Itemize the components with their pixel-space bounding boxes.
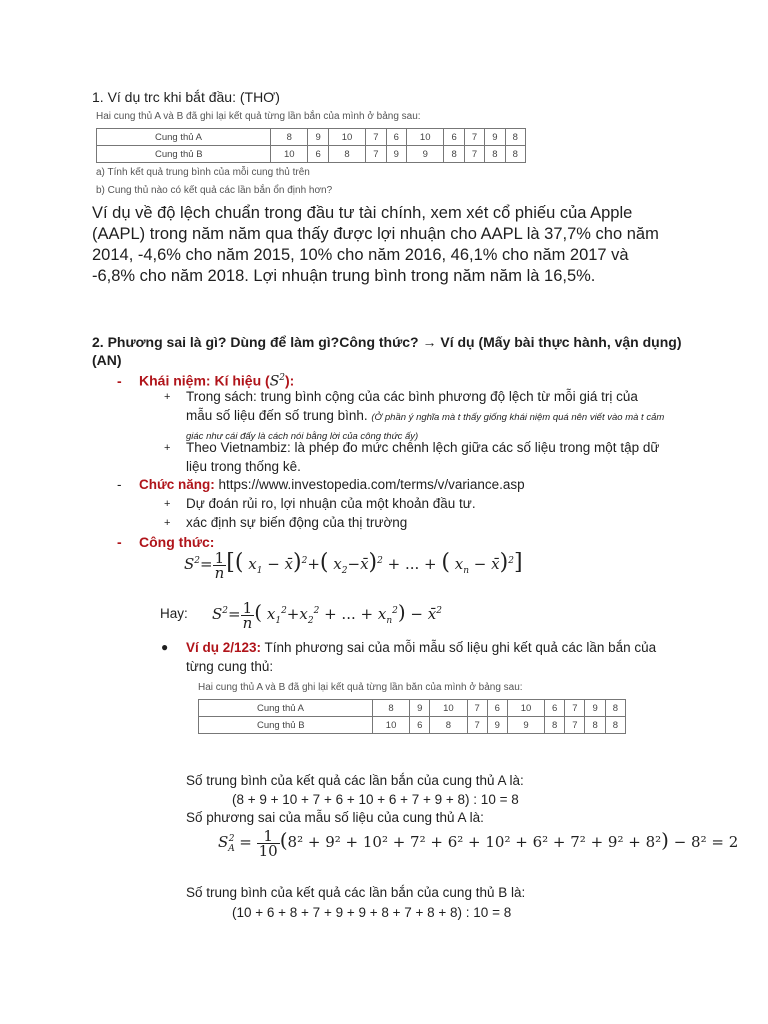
formula-symbol: x̄ xyxy=(491,555,500,573)
mean-b-text: Số trung bình của kết quả các lần bắn của cung thủ B là: xyxy=(186,885,526,900)
question-b: b) Cung thủ nào có kết quả các lần bắn ổn định hơn? xyxy=(96,185,333,196)
concept-symbol: S xyxy=(269,373,280,390)
concept-exponent: 2 xyxy=(279,373,286,383)
table-row xyxy=(97,129,526,146)
fraction xyxy=(213,548,227,582)
variance-a-formula: $S_A^2$ = $\frac{1}{10}$ (8² + 9² + 10² + 7² + 6² + 10² + 6² + 7² + 9² + 8²) − 8² = 2 xyxy=(218,826,739,860)
concept-vietnambiz: Theo Vietnambiz: là phép đo mức chênh lệch giữa các số liệu trong một tập dữ liệu trong thống kê. xyxy=(186,440,660,474)
table-cell: 6 xyxy=(487,700,507,717)
concept-book-note: (Ở phần ý nghĩa mà t thấy giống khái niệm quá nên viết vào mà t cảm giác như cái đấy là cách nói bằng lời của công thức ấy) xyxy=(186,412,665,442)
mean-b-calc: (10 + 6 + 8 + 7 + 9 + 9 + 8 + 7 + 8 + 8) : 10 = 8 xyxy=(232,905,512,920)
table-cell: 9 xyxy=(410,700,430,717)
formula-symbol: x̄ xyxy=(284,555,293,573)
formula-exponent: 2 xyxy=(377,556,383,566)
formula-exponent: 2 xyxy=(228,834,235,844)
fraction-denominator: 10 xyxy=(258,841,278,860)
function-item-2: xác định sự biến động của thị trường xyxy=(186,515,408,530)
formula-exponent: 2 xyxy=(194,556,201,566)
table-cell: 9 xyxy=(485,129,505,146)
hay-label: Hay: xyxy=(160,606,188,621)
concept-close: ): xyxy=(285,372,295,389)
table-row xyxy=(199,700,626,717)
example-label: Ví dụ 2/123: xyxy=(186,640,262,655)
table-cell: Cung thủ B xyxy=(199,717,373,734)
formula-subscript: 2 xyxy=(341,566,348,576)
formula-exponent: 2 xyxy=(222,606,229,616)
table-cell: 6 xyxy=(444,129,464,146)
table-cell: 6 xyxy=(410,717,430,734)
plus-bullet-icon: + xyxy=(164,498,171,510)
table-cell: 8 xyxy=(585,717,605,734)
aapl-paragraph: Ví dụ về độ lệch chuẩn trong đầu tư tài chính, xem xét cổ phiếu của Apple (AAPL) trong năm năm qua thấy được lợi nhuận cho AAPL là 37,7% cho năm 2014, -4,6% cho năm 2015, 10% cho năm 2016, 46,1% cho năm 2017 và -6,8% cho năm 2018. Lợi nhuận trung bình trong năm năm là 16,5%. xyxy=(92,204,659,285)
table-cell: 10 xyxy=(507,700,544,717)
mean-a-calc: (8 + 9 + 10 + 7 + 6 + 10 + 6 + 7 + 9 + 8) : 10 = 8 xyxy=(232,792,519,807)
formula-symbol: x̄ xyxy=(360,555,369,573)
table-cell: 6 xyxy=(545,700,565,717)
table-cell: 7 xyxy=(464,129,484,146)
dash-marker: - xyxy=(117,477,122,492)
table-cell: 8 xyxy=(430,717,467,734)
formula-symbol: x̄ xyxy=(427,605,437,623)
function-label: Chức năng: xyxy=(139,477,215,492)
fraction-numerator: 1 xyxy=(257,829,280,844)
formula-label: Công thức: xyxy=(139,534,215,550)
mean-a-text: Số trung bình của kết quả các lần bắn của cung thủ A là: xyxy=(186,773,524,788)
function-item-1: Dự đoán rủi ro, lợi nhuận của một khoản đầu tư. xyxy=(186,496,476,511)
table-row xyxy=(199,717,626,734)
function-heading xyxy=(117,475,525,494)
formula-symbol: S xyxy=(212,605,223,623)
formula-ellipsis: ... xyxy=(341,605,356,623)
table-cell: 10 xyxy=(430,700,467,717)
formula-symbol: S xyxy=(218,833,229,851)
plus-bullet-icon: + xyxy=(164,517,171,529)
table-row xyxy=(97,146,526,163)
table-cell: 8 xyxy=(373,700,410,717)
section-1-title: 1. Ví dụ trc khi bắt đầu: (THƠ) xyxy=(92,89,280,105)
table-cell: 6 xyxy=(308,146,328,163)
table-cell: 9 xyxy=(308,129,328,146)
table-cell: 8 xyxy=(605,700,625,717)
table-cell: 9 xyxy=(487,717,507,734)
table-caption: Hai cung thủ A và B đã ghi lại kết quả từng lần bắn của mình ở bảng sau: xyxy=(198,682,523,693)
concept-label: Khái niệm: Kí hiệu ( xyxy=(139,372,270,389)
table-cell: 9 xyxy=(386,146,406,163)
table-cell: 10 xyxy=(271,146,308,163)
formula-exponent: 2 xyxy=(301,556,308,566)
fraction-numerator: 1 xyxy=(213,551,227,566)
table-cell: 8 xyxy=(605,717,625,734)
table-cell: 9 xyxy=(406,146,443,163)
section-2-title: 2. Phương sai là gì? Dùng để làm gì?Công thức? → Ví dụ (Mấy bài thực hành, vận dụng) (AN) xyxy=(92,334,682,368)
table-cell: 7 xyxy=(467,700,487,717)
table-cell: 8 xyxy=(444,146,464,163)
fraction-denominator: n xyxy=(214,563,225,582)
table-cell: 7 xyxy=(467,717,487,734)
table-cell: 8 xyxy=(271,129,308,146)
variance-formula-1: $S^2=$ $\frac{1}{n}$ [( $x_1$ − x̄)$^2$+( $x_2-x̄)^2$ + ... + ( $x_n$ − x̄)$^2$] xyxy=(184,548,523,582)
formula-symbol: S xyxy=(184,555,195,573)
example-text-block xyxy=(186,638,676,676)
table-cell: 8 xyxy=(328,146,365,163)
fraction-denominator: n xyxy=(242,613,253,632)
function-url-link[interactable]: https://www.investopedia.com/terms/v/variance.asp xyxy=(214,477,525,492)
table-cell: 10 xyxy=(328,129,365,146)
table-cell: 8 xyxy=(505,129,525,146)
variance-formula-2: $S^2=$ $\frac{1}{n}$ ( $x_1^2+x_2^2$ + ... + $x_n^2$) − x̄$^2$ xyxy=(212,598,442,632)
table-cell: 7 xyxy=(366,129,386,146)
formula-terms: 8² + 9² + 10² + 7² + 6² + 10² + 6² + 7² + 9² + 8² xyxy=(287,833,662,851)
table-cell: 8 xyxy=(505,146,525,163)
disc-bullet-icon: ● xyxy=(161,640,169,654)
formula-exponent: 2 xyxy=(392,606,398,616)
variance-a-text: Số phương sai của mẫu số liệu của cung thủ A là: xyxy=(186,810,484,825)
formula-subscript: 1 xyxy=(256,566,263,576)
table-cell: Cung thủ B xyxy=(97,146,271,163)
table-cell: 10 xyxy=(406,129,443,146)
formula-subscript: 1 xyxy=(275,616,282,626)
formula-exponent: 2 xyxy=(281,606,287,616)
formula-symbol: x xyxy=(299,605,308,623)
table-cell: Cung thủ A xyxy=(97,129,271,146)
table-cell: 9 xyxy=(585,700,605,717)
table-cell: 8 xyxy=(545,717,565,734)
concept-book-text: Trong sách: trung bình cộng của các bình phương độ lệch từ mỗi giá trị của mẫu số liệu đến số trung bình. xyxy=(186,389,638,423)
formula-exponent: 2 xyxy=(508,556,514,566)
table-cell: 7 xyxy=(565,717,585,734)
scores-table xyxy=(198,699,626,734)
formula-symbol: x xyxy=(266,605,276,623)
scores-table-image-2 xyxy=(198,682,638,740)
fraction xyxy=(257,826,280,860)
table-cell: 10 xyxy=(373,717,410,734)
dash-marker: - xyxy=(117,372,122,389)
formula-symbol: x xyxy=(248,555,257,573)
formula-ellipsis: ... xyxy=(404,555,420,573)
fraction-numerator: 1 xyxy=(241,601,255,616)
table-caption: Hai cung thủ A và B đã ghi lại kết quả từng lần bắn của mình ở bảng sau: xyxy=(96,111,421,122)
example-text: Tính phương sai của mỗi mẫu số liệu ghi kết quả các lần bắn của từng cung thủ: xyxy=(186,640,657,674)
formula-subscript: n xyxy=(386,616,393,626)
scores-table-image-1 xyxy=(96,111,536,197)
table-cell: 7 xyxy=(464,146,484,163)
formula-symbol: x xyxy=(454,555,464,573)
table-cell: 7 xyxy=(565,700,585,717)
formula-heading xyxy=(117,533,214,551)
formula-subscript: 2 xyxy=(307,616,314,626)
table-cell: 9 xyxy=(507,717,544,734)
scores-table xyxy=(96,128,526,163)
formula-result: − 8² = 2 xyxy=(673,833,739,851)
table-cell: Cung thủ A xyxy=(199,700,373,717)
table-cell: 7 xyxy=(366,146,386,163)
formula-exponent: 2 xyxy=(313,606,320,616)
table-cell: 8 xyxy=(485,146,505,163)
formula-exponent: 2 xyxy=(436,606,442,616)
concept-book xyxy=(186,387,666,444)
table-cell: 6 xyxy=(386,129,406,146)
formula-symbol: x xyxy=(333,555,342,573)
formula-symbol: x xyxy=(377,605,387,623)
dash-marker: - xyxy=(117,534,122,550)
formula-subscript: n xyxy=(463,566,470,576)
plus-bullet-icon: + xyxy=(164,391,171,403)
fraction xyxy=(241,598,255,632)
plus-bullet-icon: + xyxy=(164,442,171,454)
question-a: a) Tính kết quả trung bình của mỗi cung thủ trên xyxy=(96,167,310,178)
formula-subscript: A xyxy=(228,844,235,854)
